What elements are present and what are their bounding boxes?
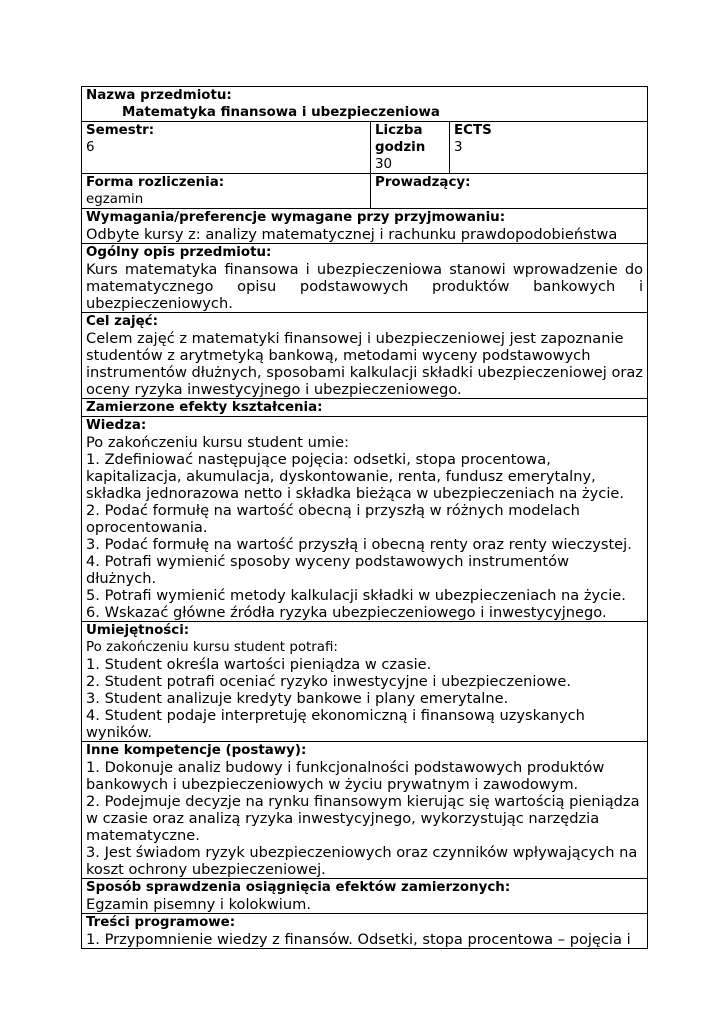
competences-item: 1. Dokonuje analiz budowy i funkcjonalności podstawowych produktów bankowych i ubezpieczeniowych w życiu prywatnym i zawodowym. [86, 759, 605, 793]
assessment-value: egzamin [86, 192, 144, 207]
skills-cell [82, 622, 648, 742]
subject-cell [82, 87, 648, 122]
program-text: 1. Przypomnienie wiedzy z finansów. Odsetki, stopa procentowa – pojęcia i [86, 931, 631, 948]
hours-label-line2: godzin [375, 140, 426, 155]
competences-label: Inne kompetencje (postawy): [86, 743, 307, 758]
outcomes-label: Zamierzone efekty kształcenia: [86, 400, 323, 415]
description-cell [82, 244, 648, 313]
ects-cell [450, 122, 648, 174]
skills-intro: Po zakończeniu kursu student potrafi: [86, 640, 338, 655]
verification-text: Egzamin pisemny i kolokwium. [86, 896, 311, 913]
subject-row [82, 87, 648, 122]
goal-row [82, 313, 648, 399]
competences-row [82, 742, 648, 879]
knowledge-item: 1. Zdefiniować następujące pojęcia: odsetki, stopa procentowa, kapitalizacja, akumulacja, dyskontowanie, renta, fundusz emerytalny, składka jednorazowa netto i składka bieżąca w ubezpieczeniach na życie. [86, 451, 625, 502]
knowledge-label: Wiedza: [86, 418, 147, 433]
outcomes-cell [82, 399, 648, 417]
description-text: Kurs matematyka finansowa i ubezpieczeniowa stanowi wprowadzenie do matematycznego opisu podstawowych produktów bankowych i ubezpieczeniowych. [86, 261, 644, 312]
verification-row [82, 879, 648, 914]
knowledge-item: 5. Potrafi wymienić metody kalkulacji składki w ubezpieczeniach na życie. [86, 587, 626, 604]
knowledge-item: 4. Potrafi wymienić sposoby wyceny podstawowych instrumentów dłużnych. [86, 553, 570, 587]
skills-item: 3. Student analizuje kredyty bankowe i plany emerytalne. [86, 690, 509, 707]
knowledge-item: 6. Wskazać główne źródła ryzyka ubezpieczeniowego i inwestycyjnego. [86, 604, 607, 621]
skills-item: 2. Student potrafi oceniać ryzyko inwestycyjne i ubezpieczeniowe. [86, 673, 571, 690]
prerequisites-cell [82, 209, 648, 244]
skills-row [82, 622, 648, 742]
ects-label: ECTS [454, 123, 492, 138]
knowledge-cell [82, 417, 648, 622]
outcomes-row [82, 399, 648, 417]
knowledge-intro: Po zakończeniu kursu student umie: [86, 434, 350, 451]
prerequisites-row [82, 209, 648, 244]
assessment-label: Forma rozliczenia: [86, 175, 225, 190]
subject-name: Matematyka finansowa i ubezpieczeniowa [122, 105, 440, 120]
ects-value: 3 [454, 140, 463, 155]
hours-cell [371, 122, 450, 174]
assessment-row [82, 174, 648, 209]
prerequisites-text: Odbyte kursy z: analizy matematycznej i rachunku prawdopodobieństwa [86, 226, 618, 243]
verification-cell [82, 879, 648, 914]
goal-label: Cel zajęć: [86, 314, 158, 329]
goal-cell [82, 313, 648, 399]
hours-value: 30 [375, 157, 393, 172]
skills-item: 4. Student podaje interpretuję ekonomiczną i finansową uzyskanych wyników. [86, 707, 585, 741]
semester-label: Semestr: [86, 123, 155, 138]
program-cell [82, 914, 648, 949]
goal-text: Celem zajęć z matematyki finansowej i ubezpieczeniowej jest zapoznanie studentów z arytmetyką bankową, metodami wyceny podstawowych instrumentów dłużnych, sposobami kalkulacji składki ubezpieczeniowej oraz oceny ryzyka inwestycyjnego i ubezpieczeniowego. [86, 330, 643, 398]
semester-row [82, 122, 648, 174]
knowledge-row [82, 417, 648, 622]
syllabus-table [81, 86, 648, 949]
competences-item: 3. Jest świadom ryzyk ubezpieczeniowych oraz czynników wpływających na koszt ochrony ubezpieczeniowej. [86, 844, 638, 878]
verification-label: Sposób sprawdzenia osiągnięcia efektów zamierzonych: [86, 880, 511, 895]
description-label: Ogólny opis przedmiotu: [86, 245, 272, 260]
semester-value: 6 [86, 140, 95, 155]
hours-label-line1: Liczba [375, 123, 423, 138]
semester-cell [82, 122, 371, 174]
description-row [82, 244, 648, 313]
prerequisites-label: Wymagania/preferencje wymagane przy przyjmowaniu: [86, 210, 506, 225]
competences-item: 2. Podejmuje decyzje na rynku finansowym kierując się wartością pieniądza w czasie oraz analizą ryzyka inwestycyjnego, wykorzystując narzędzia matematyczne. [86, 793, 640, 844]
lecturers-label: Prowadzący: [375, 175, 471, 190]
skills-item: 1. Student określa wartości pieniądza w czasie. [86, 656, 432, 673]
competences-cell [82, 742, 648, 879]
subject-label: Nazwa przedmiotu: [86, 88, 232, 103]
knowledge-item: 3. Podać formułę na wartość przyszłą i obecną renty oraz renty wieczystej. [86, 536, 632, 553]
lecturers-cell [371, 174, 648, 209]
knowledge-item: 2. Podać formułę na wartość obecną i przyszłą w różnych modelach oprocentowania. [86, 502, 580, 536]
skills-label: Umiejętności: [86, 623, 190, 638]
program-row [82, 914, 648, 949]
assessment-cell [82, 174, 371, 209]
program-label: Treści programowe: [86, 915, 236, 930]
